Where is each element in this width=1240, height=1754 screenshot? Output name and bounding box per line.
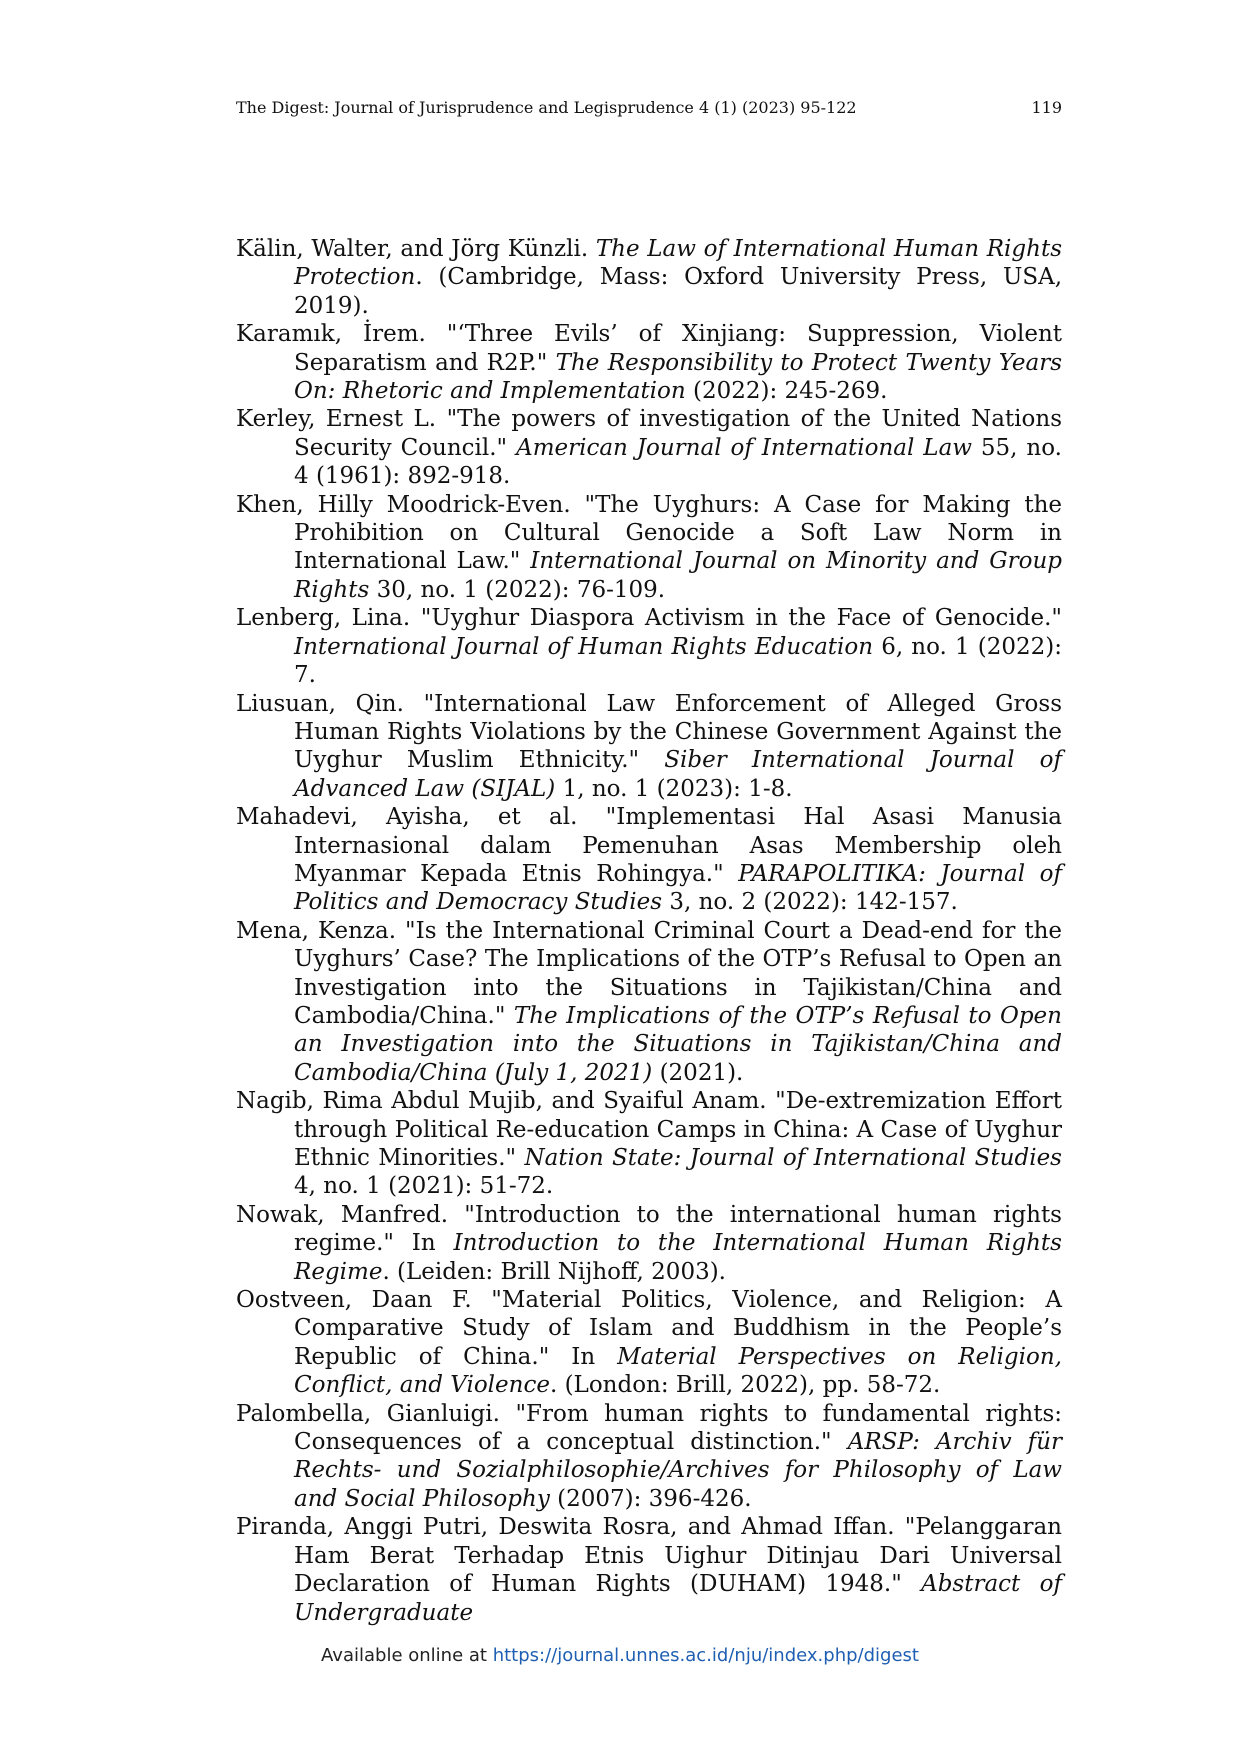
page-footer [0, 1645, 1240, 1666]
journal-citation: The Digest: Journal of Jurisprudence and Legisprudence 4 (1) (2023) 95-122 [236, 98, 857, 117]
reference-entry: Liusuan, Qin. "International Law Enforcement of Alleged Gross Human Rights Violations by the Chinese Government Against the Uyghur Muslim Ethnicity." Siber International Journal of Advanced Law (SIJAL) 1, no. 1 (2023): 1-8. [236, 690, 1063, 802]
reference-entry: Lenberg, Lina. "Uyghur Diaspora Activism in the Face of Genocide." International Journal of Human Rights Education 6, no. 1 (2022): 7. [236, 605, 1062, 689]
journal-link[interactable]: https://journal.unnes.ac.id/nju/index.php/digest [492, 1645, 919, 1666]
reference-entry: Mahadevi, Ayisha, et al. "Implementasi Hal Asasi Manusia Internasional dalam Pemenuhan Asas Membership oleh Myanmar Kepada Etnis Rohingya." PARAPOLITIKA: Journal of Politics and Democracy Studies 3, no. 2 (2022): 142-157. [236, 804, 1062, 916]
reference-entry: Kerley, Ernest L. "The powers of investigation of the United Nations Security Council." American Journal of International Law 55, no. 4 (1961): 892-918. [236, 406, 1062, 490]
reference-entry: Nagib, Rima Abdul Mujib, and Syaiful Anam. "De-extremization Effort through Political Re-education Camps in China: A Case of Uyghur Ethnic Minorities." Nation State: Journal of International Studies 4, no. 1 (2021): 51-72. [236, 1088, 1062, 1200]
page-number: 119 [1031, 98, 1062, 117]
reference-entry: Nowak, Manfred. "Introduction to the international human rights regime." In Introduction to the International Human Rights Regime. (Leiden: Brill Nijhoff, 2003). [236, 1201, 1062, 1285]
running-header [236, 98, 1062, 117]
reference-entry: Palombella, Gianluigi. "From human rights to fundamental rights: Consequences of a conceptual distinction." ARSP: Archiv für Rechts- und Sozialphilosophie/Archives for Philosophy of Law and Social Philosophy (2007): 396-426. [236, 1400, 1062, 1512]
reference-entry: Kälin, Walter, and Jörg Künzli. The Law of International Human Rights Protection. (Cambridge, Mass: Oxford University Press, USA, 2019). [236, 236, 1062, 319]
reference-entry: Khen, Hilly Moodrick-Even. "The Uyghurs: A Case for Making the Prohibition on Cultural Genocide a Soft Law Norm in International Law." International Journal on Minority and Group Rights 30, no. 1 (2022): 76-109. [236, 491, 1062, 603]
reference-list [236, 235, 1062, 1627]
availability-label: Available online at [321, 1645, 493, 1666]
reference-entry: Piranda, Anggi Putri, Deswita Rosra, and Ahmad Iffan. "Pelanggaran Ham Berat Terhadap Etnis Uighur Ditinjau Dari Universal Declaration of Human Rights (DUHAM) 1948." Abstract of Undergraduate [236, 1514, 1062, 1626]
reference-entry: Oostveen, Daan F. "Material Politics, Violence, and Religion: A Comparative Study of Islam and Buddhism in the People’s Republic of China." In Material Perspectives on Religion, Conflict, and Violence. (London: Brill, 2022), pp. 58-72. [236, 1287, 1062, 1399]
reference-entry: Karamık, İrem. "‘Three Evils’ of Xinjiang: Suppression, Violent Separatism and R2P." The Responsibility to Protect Twenty Years On: Rhetoric and Implementation (2022): 245-269. [236, 321, 1062, 405]
reference-entry: Mena, Kenza. "Is the International Criminal Court a Dead-end for the Uyghurs’ Case? The Implications of the OTP’s Refusal to Open an Investigation into the Situations in Tajikistan/China and Cambodia/China." The Implications of the OTP’s Refusal to Open an Investigation into the Situations in Tajikistan/China and Cambodia/China (July 1, 2021) (2021). [236, 917, 1062, 1086]
